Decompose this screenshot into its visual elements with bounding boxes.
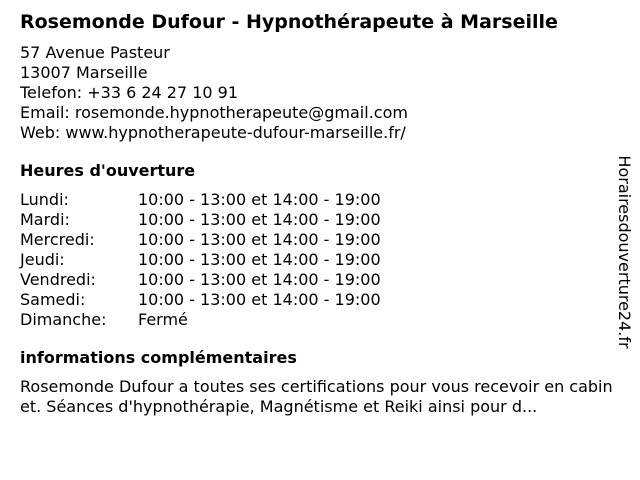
web-line: Web: www.hypnotherapeute-dufour-marseille.fr/	[20, 123, 406, 142]
phone-line: Telefon: +33 6 24 27 10 91	[20, 83, 239, 102]
hours-heading: Heures d'ouverture	[20, 161, 196, 180]
hours-row-friday	[20, 270, 620, 290]
address-line-2: 13007 Marseille	[20, 63, 148, 82]
hours-value: 10:00 - 13:00 et 14:00 - 19:00	[138, 190, 381, 209]
day-label: Samedi:	[20, 290, 86, 309]
day-label: Jeudi:	[20, 250, 65, 269]
hours-row-monday	[20, 190, 620, 210]
day-label: Lundi:	[20, 190, 69, 209]
hours-value: 10:00 - 13:00 et 14:00 - 19:00	[138, 270, 381, 289]
day-label: Vendredi:	[20, 270, 96, 289]
info-heading: informations complémentaires	[20, 348, 297, 367]
hours-value: Fermé	[138, 310, 188, 329]
hours-row-thursday	[20, 250, 620, 270]
hours-table	[20, 190, 620, 330]
page-title: Rosemonde Dufour - Hypnothérapeute à Marseille	[20, 11, 558, 33]
hours-value: 10:00 - 13:00 et 14:00 - 19:00	[138, 230, 381, 249]
hours-row-tuesday	[20, 210, 620, 230]
business-card	[20, 10, 620, 417]
info-description: Rosemonde Dufour a toutes ses certifications pour vous recevoir en cabinet. Séances d'hypnothérapie, Magnétisme et Reiki ainsi pour d...	[20, 377, 613, 416]
hours-value: 10:00 - 13:00 et 14:00 - 19:00	[138, 210, 381, 229]
email-line: Email: rosemonde.hypnotherapeute@gmail.com	[20, 103, 408, 122]
hours-row-sunday	[20, 310, 620, 330]
hours-row-wednesday	[20, 230, 620, 250]
day-label: Mardi:	[20, 210, 70, 229]
hours-row-saturday	[20, 290, 620, 310]
address-line-1: 57 Avenue Pasteur	[20, 43, 170, 62]
hours-value: 10:00 - 13:00 et 14:00 - 19:00	[138, 250, 381, 269]
hours-value: 10:00 - 13:00 et 14:00 - 19:00	[138, 290, 381, 309]
day-label: Dimanche:	[20, 310, 107, 329]
site-watermark: Horairesdouverture24.fr	[615, 155, 634, 349]
day-label: Mercredi:	[20, 230, 95, 249]
